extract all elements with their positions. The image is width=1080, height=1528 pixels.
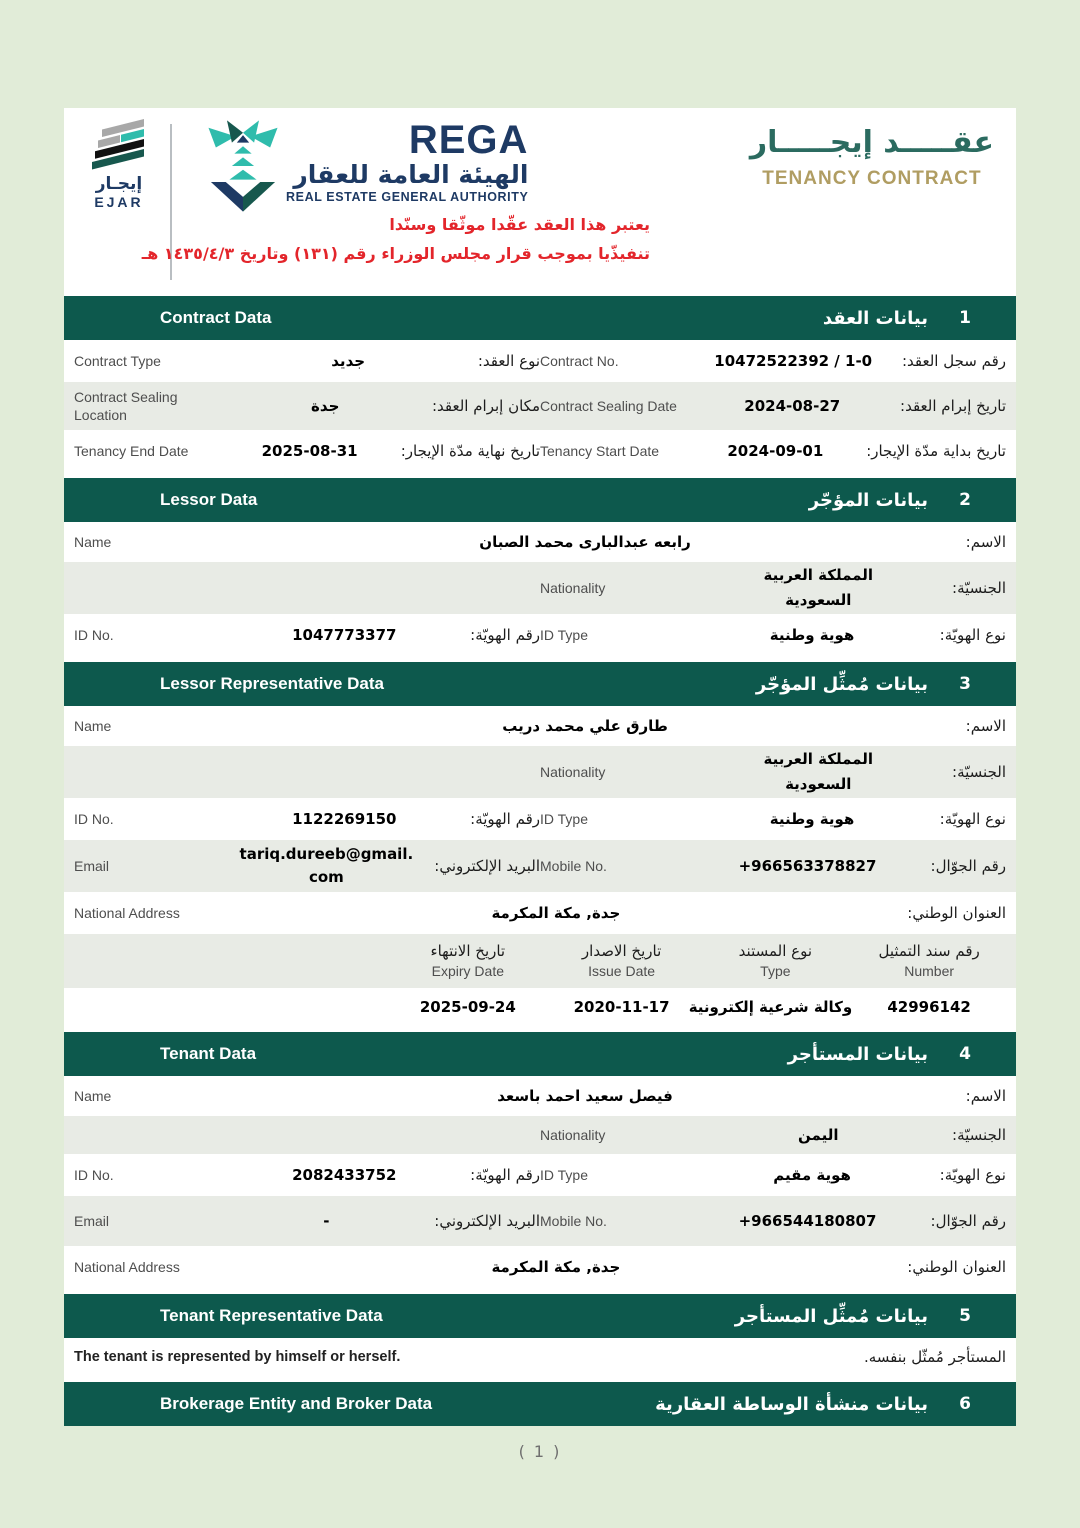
- section-header-lessor-representative: [64, 662, 1016, 706]
- field-start-date: [540, 442, 1006, 460]
- table-row: [64, 382, 1016, 430]
- section-header-contract-data: [64, 296, 1016, 340]
- page-number: ( 1 ): [518, 1442, 562, 1461]
- table-row: [64, 1116, 1016, 1154]
- field-tenant-id-type: [540, 1166, 1006, 1184]
- note-ar: المستأجر مُمثّل بنفسه.: [863, 1348, 1006, 1366]
- table-row: [64, 562, 1016, 614]
- table-row: [64, 614, 1016, 656]
- label-en: ID Type: [540, 627, 588, 643]
- label-ar: الاسم:: [965, 533, 1006, 551]
- label-en: Nationality: [540, 764, 606, 780]
- section-number: 5: [959, 1306, 971, 1326]
- value: tariq.dureeb@gmail.com: [239, 844, 414, 886]
- section-title-ar: بيانات مُمثِّل المؤجّر: [755, 673, 928, 695]
- tenant-self-representation-note: [64, 1338, 1016, 1376]
- label-ar: العنوان الوطني:: [907, 1258, 1006, 1276]
- field-rep-mobile: [540, 857, 1006, 875]
- section-header-tenant-representative: [64, 1294, 1016, 1338]
- section-number: 4: [959, 1044, 971, 1064]
- col-doc-issue-date: تاريخ الاصدار Issue Date: [581, 942, 662, 979]
- section-header-tenant-data: [64, 1032, 1016, 1076]
- contract-title-arabic: عقـــــد إيجـــــار: [749, 125, 994, 160]
- field-sealing-location: [74, 388, 540, 424]
- rega-latin-name: REAL ESTATE GENERAL AUTHORITY: [286, 190, 529, 204]
- rega-wordmark: REGA: [408, 118, 529, 162]
- field-tenant-national-address: [74, 1258, 1006, 1276]
- field-lessor-id-type: [540, 626, 1006, 644]
- field-sealing-date: [540, 397, 1006, 415]
- label-en: Email: [74, 858, 110, 874]
- section-title-en: Lessor Data: [160, 490, 258, 509]
- doc-expiry-value: 2025-09-24: [419, 998, 516, 1016]
- value: 2025-08-31: [261, 442, 358, 460]
- ejar-logo: [78, 118, 160, 210]
- rega-arabic-name: الهيئة العامة للعقار: [293, 160, 529, 189]
- field-tenant-mobile: [540, 1212, 1006, 1230]
- label-en: Name: [74, 718, 112, 734]
- label-ar: الاسم:: [965, 717, 1006, 735]
- table-row: [64, 1196, 1016, 1246]
- label-en: ID Type: [540, 811, 588, 827]
- field-contract-no: [540, 352, 1006, 370]
- label-ar: نوع العقد:: [477, 352, 540, 370]
- label-en: Contract Sealing Date: [540, 398, 677, 414]
- label-en: ID No.: [74, 811, 114, 827]
- value: رابعه عبدالبارى محمد الصبان: [479, 533, 691, 551]
- label-ar: رقم الجوّال:: [930, 857, 1006, 875]
- label-ar: مكان إبرام العقد:: [431, 397, 540, 415]
- label-ar: رقم الهويّة:: [470, 1166, 540, 1184]
- value: فيصل سعيد احمد باسعد: [497, 1087, 673, 1105]
- label-ar: الجنسيّة:: [952, 763, 1006, 781]
- ejar-stripes-icon: [86, 118, 152, 174]
- field-rep-email: [74, 843, 540, 890]
- label-en: Nationality: [540, 1127, 606, 1143]
- label-ar: الجنسيّة:: [952, 579, 1006, 597]
- col-doc-type: نوع المستند Type: [738, 942, 813, 979]
- label-en: Mobile No.: [540, 858, 607, 874]
- field-contract-type: [74, 352, 540, 370]
- label-en: ID No.: [74, 627, 114, 643]
- table-row: [64, 522, 1016, 562]
- rega-palm-icon: [206, 120, 280, 212]
- legal-disclaimer: [64, 210, 650, 268]
- table-row: [64, 892, 1016, 934]
- value: المملكة العربية السعودية: [763, 565, 873, 609]
- section-title-ar: بيانات منشأة الوساطة العقارية: [655, 1393, 928, 1415]
- contract-document: [64, 108, 1016, 1426]
- rega-logo-text: [286, 120, 528, 204]
- ejar-logo-latin: EJAR: [94, 194, 144, 210]
- label-ar: الجنسيّة:: [952, 1126, 1006, 1144]
- label-ar: رقم سجل العقد:: [901, 352, 1006, 370]
- label-ar: رقم الهويّة:: [470, 810, 540, 828]
- rega-logo: [206, 120, 528, 212]
- value: طارق علي محمد دريب: [502, 717, 668, 735]
- col-doc-number: رقم سند التمثيل Number: [878, 942, 980, 979]
- label-ar: نوع الهويّة:: [939, 626, 1006, 644]
- value: 1047773377: [292, 626, 397, 644]
- field-lessor-nationality: [540, 563, 1006, 614]
- label-ar: البريد الإلكتروني:: [434, 1212, 540, 1230]
- note-en: The tenant is represented by himself or herself.: [74, 1349, 401, 1365]
- document-header: [64, 108, 1016, 290]
- value: هوية مقيم: [773, 1166, 851, 1184]
- label-en: Name: [74, 534, 112, 550]
- label-en: Tenancy Start Date: [540, 443, 660, 459]
- value: جدة, مكة المكرمة: [491, 1258, 621, 1276]
- label-en: Tenancy End Date: [74, 443, 189, 459]
- label-ar: العنوان الوطني:: [907, 904, 1006, 922]
- label-ar: الاسم:: [965, 1087, 1006, 1105]
- section-number: 6: [959, 1394, 971, 1414]
- table-row: [64, 1246, 1016, 1288]
- table-row: [64, 798, 1016, 840]
- table-row: [64, 340, 1016, 382]
- section-number: 3: [959, 674, 971, 694]
- label-en: National Address: [74, 1259, 180, 1275]
- field-rep-nationality: [540, 747, 1006, 798]
- field-rep-national-address: [74, 904, 1006, 922]
- value: +966544180807: [738, 1212, 877, 1230]
- label-en: Contract Sealing Location: [74, 389, 178, 423]
- value: 2082433752: [292, 1166, 397, 1184]
- contract-title: [750, 124, 994, 190]
- value: -: [323, 1212, 330, 1230]
- label-en: National Address: [74, 905, 180, 921]
- label-en: Name: [74, 1088, 112, 1104]
- label-ar: تاريخ بداية مدّة الإيجار:: [866, 442, 1006, 460]
- section-title-ar: بيانات المؤجّر: [808, 489, 928, 511]
- table-row: [64, 1154, 1016, 1196]
- value: 10472522392 / 1-0: [714, 352, 873, 370]
- representation-doc-header-row: [64, 934, 1016, 988]
- label-en: ID No.: [74, 1167, 114, 1183]
- section-title-ar: بيانات مُمثِّل المستأجر: [734, 1305, 928, 1327]
- section-title-en: Contract Data: [160, 308, 272, 327]
- label-ar: نوع الهويّة:: [939, 810, 1006, 828]
- field-rep-name: [74, 717, 1006, 735]
- field-tenant-name: [74, 1087, 1006, 1105]
- table-row: [64, 840, 1016, 892]
- section-header-lessor-data: [64, 478, 1016, 522]
- doc-type-value: وكالة شرعية إلكترونية: [688, 998, 853, 1016]
- value: جدة: [311, 397, 340, 415]
- label-ar: البريد الإلكتروني:: [434, 857, 540, 875]
- field-lessor-name: [74, 533, 1006, 551]
- label-en: Mobile No.: [540, 1213, 607, 1229]
- field-end-date: [74, 442, 540, 460]
- label-en: Nationality: [540, 580, 606, 596]
- label-en: Contract No.: [540, 353, 619, 369]
- section-title-ar: بيانات المستأجر: [787, 1043, 928, 1065]
- field-tenant-email: [74, 1212, 540, 1230]
- field-lessor-id-no: [74, 626, 540, 644]
- col-doc-expiry-date: تاريخ الانتهاء Expiry Date: [430, 942, 506, 979]
- field-rep-id-no: [74, 810, 540, 828]
- section-number: 2: [959, 490, 971, 510]
- disclaimer-line-1: يعتبر هذا العقد عقّدا موثّقا وسنّدا: [389, 215, 650, 234]
- label-ar: رقم الجوّال:: [930, 1212, 1006, 1230]
- disclaimer-line-2: تنفيذّيا بموجب قرار مجلس الوزراء رقم (١٣١) وتاريخ ١٤٣٥/٤/٣ هـ: [141, 244, 650, 263]
- value: جديد: [331, 352, 366, 370]
- section-header-brokerage: [64, 1382, 1016, 1426]
- label-ar: تاريخ نهاية مدّة الإيجار:: [400, 442, 540, 460]
- label-en: Contract Type: [74, 353, 161, 369]
- field-tenant-id-no: [74, 1166, 540, 1184]
- label-ar: نوع الهويّة:: [939, 1166, 1006, 1184]
- section-number: 1: [959, 308, 971, 328]
- section-title-en: Tenant Representative Data: [160, 1306, 383, 1325]
- value: +966563378827: [738, 857, 877, 875]
- representation-doc-values-row: [64, 988, 1016, 1026]
- section-title-en: Tenant Data: [160, 1044, 257, 1063]
- value: اليمن: [798, 1126, 839, 1144]
- doc-number-value: 42996142: [887, 998, 971, 1016]
- label-ar: رقم الهويّة:: [470, 626, 540, 644]
- section-title-en: Lessor Representative Data: [160, 674, 384, 693]
- field-rep-id-type: [540, 810, 1006, 828]
- label-ar: تاريخ إبرام العقد:: [900, 397, 1006, 415]
- value: هوية وطنية: [769, 626, 855, 644]
- value: 2024-09-01: [727, 442, 824, 460]
- contract-title-english: TENANCY CONTRACT: [762, 168, 982, 189]
- value: جدة, مكة المكرمة: [491, 904, 621, 922]
- table-row: [64, 430, 1016, 472]
- field-tenant-nationality: [540, 1126, 1006, 1144]
- table-row: [64, 1076, 1016, 1116]
- section-title-ar: بيانات العقد: [822, 307, 928, 329]
- value: 2024-08-27: [744, 397, 841, 415]
- section-title-en: Brokerage Entity and Broker Data: [160, 1394, 433, 1413]
- value: هوية وطنية: [769, 810, 855, 828]
- value: المملكة العربية السعودية: [763, 749, 873, 793]
- table-row: [64, 706, 1016, 746]
- table-row: [64, 746, 1016, 798]
- value: 1122269150: [292, 810, 397, 828]
- label-en: ID Type: [540, 1167, 588, 1183]
- ejar-logo-arabic: إيجـار: [95, 174, 143, 194]
- label-en: Email: [74, 1213, 110, 1229]
- doc-issue-value: 2020-11-17: [573, 998, 670, 1016]
